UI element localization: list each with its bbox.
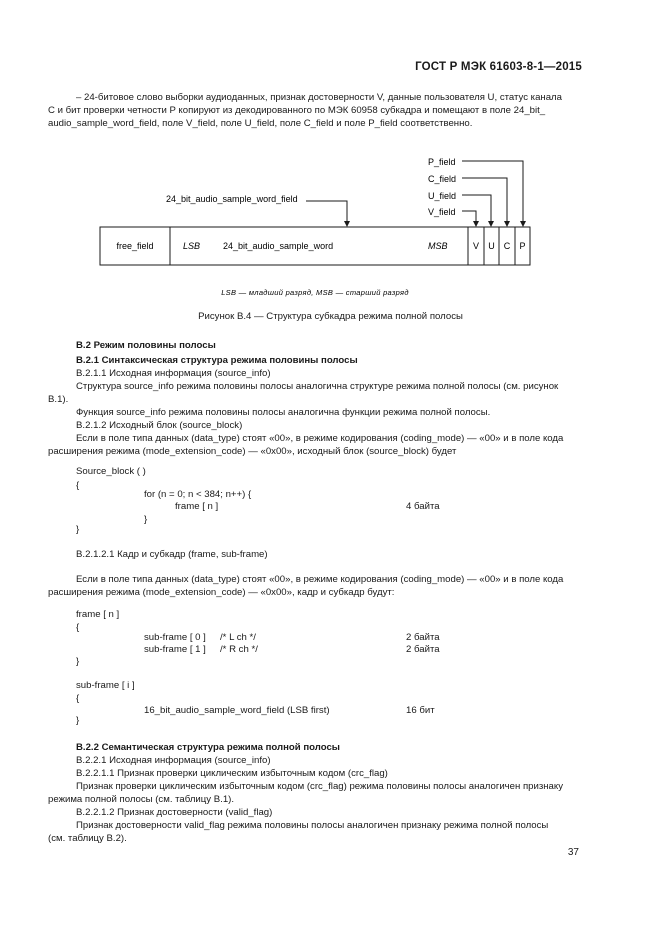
figure-legend: LSB — младший разряд, MSB — старший разряд <box>221 288 409 297</box>
b211-text-line-1: Структура source_info режима половины полосы аналогична структуре режима полной полосы (см. рисунок <box>76 381 559 392</box>
b2121-text-line-1: Если в поле типа данных (data_type) стоят «00», в режиме кодирования (coding_mode) — «00» и в поле кода <box>76 574 564 585</box>
section-b22-heading: B.2.2 Семантическая структура режима полной полосы <box>76 742 340 753</box>
b212-text-line-1: Если в поле типа данных (data_type) стоят «00», в режиме кодирования (coding_mode) — «00» и в поле кода <box>76 433 564 444</box>
p-field-label: P_field <box>428 157 456 167</box>
c-cell: C <box>503 241 511 251</box>
b211-text-line-3: Функция source_info режима половины полосы аналогична функции режима полной полосы. <box>76 407 491 418</box>
v-cell: V <box>472 241 480 251</box>
intro-line-3: audio_sample_word_field, поле V_field, поле U_field, поле C_field и поле P_field соответственно. <box>48 118 473 129</box>
b2212-text-line-1: Признак достоверности valid_flag режима половины полосы аналогичен признаку режима полной полосы <box>76 820 549 831</box>
code2-subframe-0-comment: /* L ch */ <box>220 632 256 643</box>
code2-subframe-0-size: 2 байта <box>406 632 440 643</box>
subframe-diagram <box>0 0 661 330</box>
standard-header: ГОСТ Р МЭК 61603-8-1—2015 <box>415 61 582 73</box>
free-field-cell: free_field <box>116 241 154 251</box>
b2211-text-line-1: Признак проверки циклическим избыточным кодом (crc_flag) режима половины полосы аналогичен признаку <box>76 781 563 792</box>
section-b212-heading: B.2.1.2 Исходный блок (source_block) <box>76 420 243 431</box>
code1-loop: for (n = 0; n < 384; n++) { <box>144 489 252 500</box>
p-cell: P <box>519 241 526 251</box>
page-number: 37 <box>567 847 579 858</box>
v-field-label: V_field <box>428 207 456 217</box>
c-field-arrow <box>462 178 507 226</box>
code1-close-brace: } <box>76 524 80 535</box>
code3-open-brace: { <box>76 693 80 704</box>
code2-subframe-1: sub-frame [ 1 ] <box>144 644 206 655</box>
lsb-label: LSB <box>183 241 201 251</box>
code1-frame-size: 4 байта <box>406 501 440 512</box>
b2211-text-line-2: режима полной полосы (см. таблицу B.1). <box>48 794 235 805</box>
code2-subframe-1-comment: /* R ch */ <box>220 644 258 655</box>
c-field-label: C_field <box>428 174 457 184</box>
code1-inner-close-brace: } <box>144 514 148 525</box>
section-b2211-heading: B.2.2.1.1 Признак проверки циклическим избыточным кодом (crc_flag) <box>76 768 388 779</box>
p-field-arrow <box>462 161 523 226</box>
section-b2-heading: B.2 Режим половины полосы <box>76 340 216 351</box>
code3-size: 16 бит <box>406 705 435 716</box>
code3-name: sub-frame [ i ] <box>76 680 135 691</box>
section-b211-heading: B.2.1.1 Исходная информация (source_info) <box>76 368 271 379</box>
code2-name: frame [ n ] <box>76 609 120 620</box>
figure-caption: Рисунок B.4 — Структура субкадра режима полной полосы <box>198 311 463 322</box>
word-field-arrow <box>306 201 347 226</box>
code2-subframe-0: sub-frame [ 0 ] <box>144 632 206 643</box>
code3-close-brace: } <box>76 715 80 726</box>
code2-close-brace: } <box>76 656 80 667</box>
section-b2121-heading: B.2.1.2.1 Кадр и субкадр (frame, sub-frame) <box>76 549 268 560</box>
word-cell: 24_bit_audio_sample_word <box>223 241 334 251</box>
msb-label: MSB <box>428 241 448 251</box>
b2212-text-line-2: (см. таблицу B.2). <box>48 833 127 844</box>
v-field-arrow <box>462 211 476 226</box>
word-field-label: 24_bit_audio_sample_word_field <box>166 194 298 204</box>
u-cell: U <box>488 241 495 251</box>
section-b21-heading: B.2.1 Синтаксическая структура режима половины полосы <box>76 355 358 366</box>
u-field-label: U_field <box>428 191 457 201</box>
section-b221-heading: B.2.2.1 Исходная информация (source_info) <box>76 755 271 766</box>
code2-open-brace: { <box>76 622 80 633</box>
b211-text-line-2: B.1). <box>48 394 69 405</box>
code1-frame: frame [ n ] <box>175 501 219 512</box>
code1-open-brace: { <box>76 480 80 491</box>
code3-field: 16_bit_audio_sample_word_field (LSB first) <box>144 705 330 716</box>
b2121-text-line-2: расширения режима (mode_extension_code) — «0x00», кадр и субкадр будут: <box>48 587 395 598</box>
code1-name: Source_block ( ) <box>76 466 146 477</box>
intro-line-2: C и бит проверки четности P копируют из декодированного по МЭК 60958 субкадра и помещают в поле 24_bit_ <box>48 105 546 116</box>
section-b2212-heading: B.2.2.1.2 Признак достоверности (valid_flag) <box>76 807 273 818</box>
b212-text-line-2: расширения режима (mode_extension_code) — «0x00», исходный блок (source_block) будет <box>48 446 457 457</box>
intro-line-1: – 24-битовое слово выборки аудиоданных, признак достоверности V, данные пользователя U, статус канала <box>76 92 562 103</box>
code2-subframe-1-size: 2 байта <box>406 644 440 655</box>
